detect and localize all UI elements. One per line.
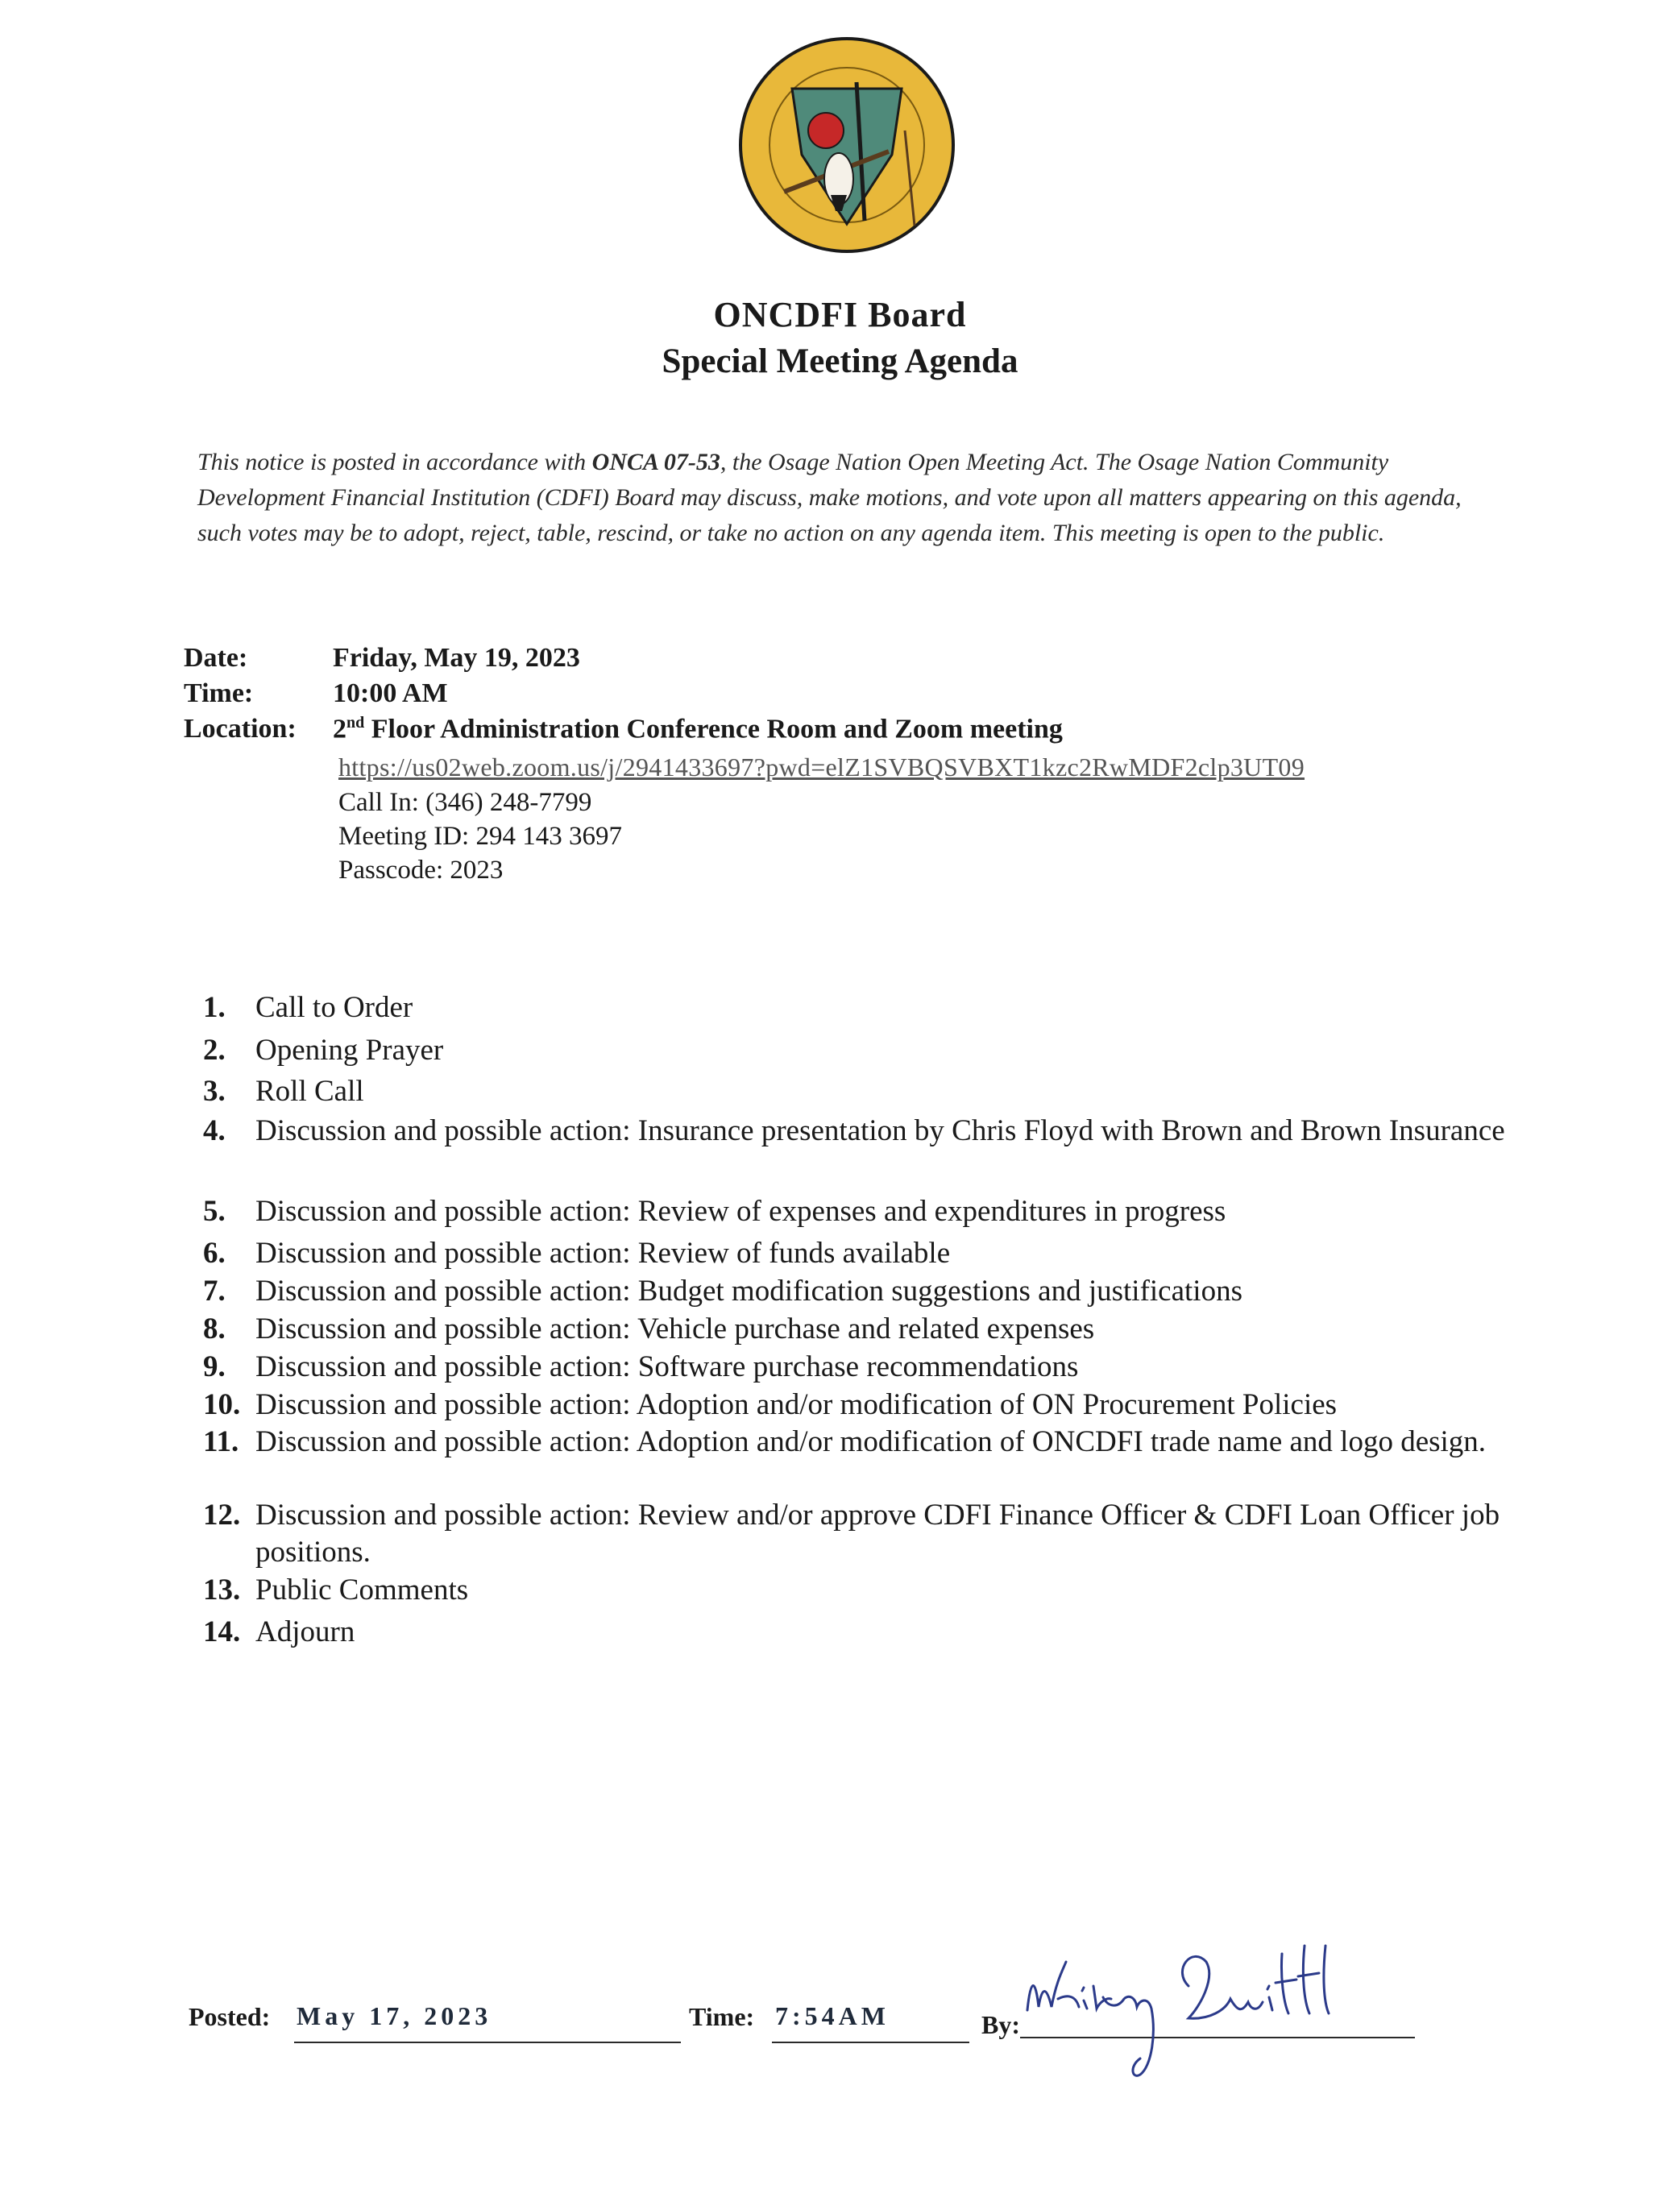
meeting-date: Friday, May 19, 2023 [333, 643, 580, 673]
time-posted: 7:54AM [775, 2001, 890, 2030]
public-notice: This notice is posted in accordance with ONCA 07-53, the Osage Nation Open Meeting Act. The Osage Nation Community Development Financial Institution (CDFI) Board may discuss, make motions, and vote upon all matters appearing on this agenda, such votes may be to adopt, reject, table, rescind, or take no action on any agenda item. This meeting is open to the public. [197, 449, 1462, 546]
passcode: Passcode: 2023 [338, 856, 504, 885]
time-rule [772, 2042, 969, 2043]
meeting-location: 2nd Floor Administration Conference Room and Zoom meeting [333, 714, 1063, 744]
posted-rule [294, 2042, 681, 2043]
page-subtitle: Special Meeting Agenda [662, 342, 1018, 380]
date-label: Date: [184, 643, 248, 673]
signature [1019, 1930, 1422, 2091]
call-in: Call In: (346) 248-7799 [338, 788, 592, 817]
posted-date: May 17, 2023 [297, 2001, 492, 2030]
time-posted-label: Time: [689, 2002, 755, 2031]
meeting-time: 10:00 AM [333, 678, 448, 708]
time-label: Time: [184, 678, 254, 708]
location-label: Location: [184, 714, 297, 744]
by-label: By: [981, 2010, 1020, 2039]
osage-nation-seal-icon [736, 34, 958, 256]
meeting-id: Meeting ID: 294 143 3697 [338, 822, 622, 851]
zoom-link[interactable]: https://us02web.zoom.us/j/2941433697?pwd=elZ1SVBQSVBXT1kzc2RwMDF2clp3UT09 [338, 753, 1305, 782]
act-code: ONCA 07-53 [591, 449, 720, 475]
posted-label: Posted: [189, 2002, 271, 2031]
page-title: ONCDFI Board [713, 295, 967, 334]
